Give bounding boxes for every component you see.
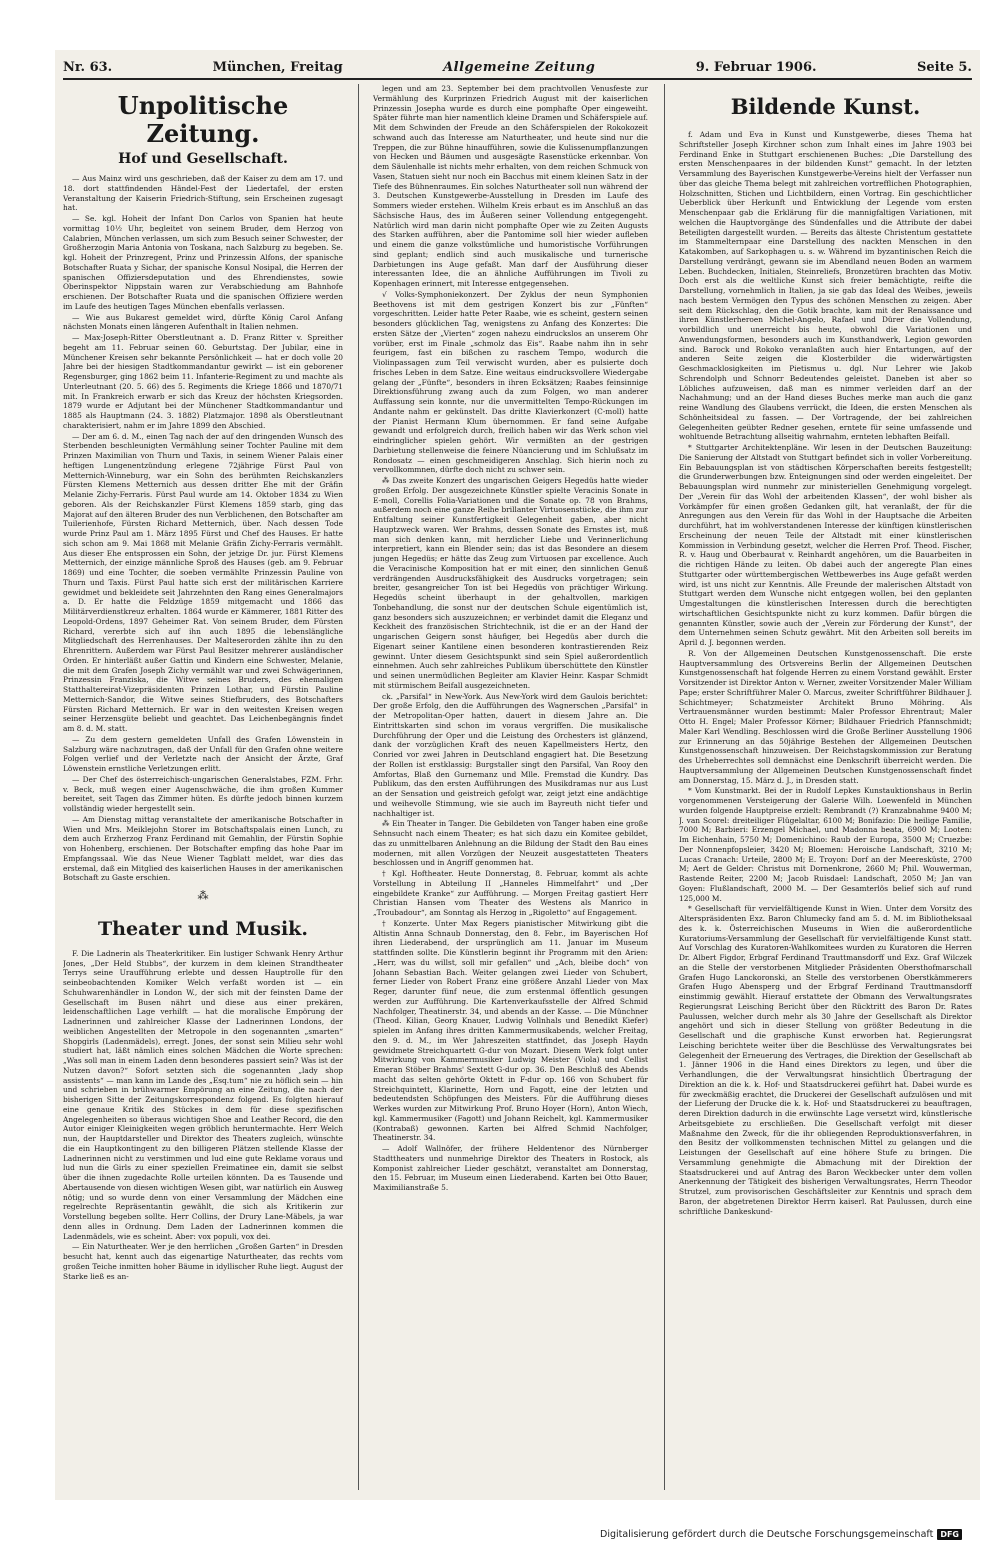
column-3 (679, 84, 972, 1490)
issue-date: 9. Februar 1906. (695, 59, 817, 75)
article-paragraph: √ Volks-Symphoniekonzert. Der Zyklus der neun Symphonien Beethovens ist mit dem gestrigen Konzert bis zur „Fünften“ vorgeschritten. Leider hatte Peter Raabe, wie es scheint, gestern seinen besonders glücklichen Tag, wenigstens zu Anfang des Konzertes: Die ersten Sätze der „Vierten“ zogen nahezu eindruckslos an unserem Ohr vorüber, erst im Finale „schmolz das Eis“. Raabe nahm ihn in sehr feurigem, fast ein bißchen zu raschem Tempo, wodurch die Violinpassagen zum Teil verwischt wurden, aber es pulsierte doch frisches Leben in dem Satze. Eine weitaus eindrucksvollere Wiedergabe gelang der „Fünfte“, besonders in ihren Ecksätzen; Raabes feinsinnige Direktionsführung zwang auch da zum Folgen, wo man anderer Auffassung sein konnte, nur die unvermittelten Tempo-Rückungen im Andante nahm er gekünstelt. Das dritte Klavierkonzert (C-moll) hatte der Pianist Hermann Klum übernommen. Er fand seine Aufgabe gewandt und erfolgreich durch, freilich haben wir das Werk schon viel eindringlicher spielen gehört. Wir vermißten an der gestrigen Darbietung stellenweise die feinere Nüancierung und im Schlußsatz im Rondosatz — einen geschmeidigeren Anschlag. Sich hierin noch zu vervollkommnen, dürfte doch nicht zu schwer sein. (373, 289, 648, 475)
column-divider (358, 84, 359, 1490)
article-paragraph: f. Adam und Eva in Kunst und Kunstgewerbe, dieses Thema hat Schriftsteller Joseph Kirchner schon zum Inhalt eines im Jahre 1903 bei Ferdinand Enke in Stuttgart erschienenen Buches: „Die Darstellung des ersten Menschenpaares in der bildenden Kunst“ gemacht. In der letzten Versammlung des Bayerischen Kunstgewerbe-Vereins hielt der Verfasser nun über das gleiche Thema belegt mit zahlreichen vortrefflichen Photographien, Holzschnitten, Stichen und Lichtbildern, einen Vortrag. Ein geschichtlicher Ueberblick über Herkunft und Entwicklung der Legende vom ersten Menschenpaar gab die Erklärung für die mannigfaltigen Variationen, mit welchen die Hauptvorgänge des Sündenfalles und die Attribute der dabei Beteiligten dargestellt wurden. — Bereits das älteste Christentum gestattete im Stammelternpaar eine Darstellung des nackten Menschen in den Katakomben, auf Sarkophagen u. s. w. Während im byzantinischen Reich die Darstellung verdrängt, gewann sie im Abendland neuen Boden an warmem Leben. Buchdecken, Initialen, Steinreliefs, Bronzetüren brachten das Motiv. Doch erst als die weltliche Kunst sich freier bemächtigte, reifte die Darstellung, vornehmlich in Italien, ja sie gab das Ideal des Weibes, jeweils nach bestem Vermögen den Typus des schönen Menschen zu zeigen. Aber seit dem Rückschlag, den die Gotik brachte, kam mit der Renaissance und ihren Künstlerheroen Michel-Angelo, Rafael und Dürer die Vollendung, vorbildlich und unerreicht bis heute, obwohl die Variationen und Anwendungsformen, besonders auch im Kunsthandwerk, Legion geworden sind. Barock und Rokoko veranlaßten auch hier Entartungen, auf der anderen Seite zeigen die Klosterbilder die widerwärtigsten Geschmacklosigkeiten im Pietismus u. dgl. Nur Lehrer wie Jakob Schrendolph und Schnorr Bedeutendes geleistet. Daneben ist aber so Löbliches aufzuweisen, daß man es nimmer verleiden darf an der Nachahmung; und an der Hand dieses Buches merke man auch die ganz reine Wandlung des Glaubens verrückt, die Ideen, die ersten Menschen als Schönheitsideal zu fassen. — Der Vortragende, der bei zahlreichen Gelegenheiten geübter Redner gesehen, erntete für seine umfassende und wohltuende Betrachtung allseitig wahrnahm, ernteten lebhaften Beifall. (679, 130, 972, 442)
newspaper-page (55, 50, 980, 1500)
article-paragraph: * Vom Kunstmarkt. Bei der in Rudolf Lepkes Kunstauktionshaus in Berlin vorgenommenen Versteigerung der Galerie Wilh. Loewenfeld in München wurden folgende Hauptpreise erzielt: Rembrandt (?) Kranzabnahme 9400 M; J. van Scorel: dreiteiliger Flügelaltar, 6100 M; Bonifazio: Die heilige Familie, 7000 M; Barbieri: Erzengel Michael, und Madonna beata, 6900 M; Looten: Im Eichenhain, 5750 M; Domenichino: Raub der Europa, 3500 M; Cruezbe: Der Nonnenpfopsleier, 3420 M; Bloemen: Heroische Landschaft, 3210 M; Lucas Cranach: Urteile, 2800 M; E. Troyon: Dorf an der Meeresküste, 2700 M; Aert de Gelder: Christus mit Dornenkrone, 2660 M; Phil. Wouwerman, Rastende Reiter, 2200 M; Jacob Ruisdael: Landschaft, 2050 M; Jan van Goyen: Flußlandschaft, 2000 M. — Der Gesamterlös belief sich auf rund 125,000 M. (679, 786, 972, 903)
asterism-ornament: ⁂ (197, 889, 209, 902)
article-paragraph: — Adolf Wallnöfer, der frühere Heldentenor des Nürnberger Stadttheaters und nunmehrige Direktor des Theaters in Rostock, als Komponist zahlreicher Lieder geschätzt, veranstaltet am Donnerstag, den 15. Februar, im Museum einen Liederabend. Karten bei Otto Bauer, Maximilianstraße 5. (373, 1144, 648, 1192)
article-paragraph: legen und am 23. September bei dem prachtvollen Venusfeste zur Vermählung des Kurprinzen Friedrich August mit der kaiserlichen Prinzessin Josepha wurde es durch eine pomphafte Oper eingeweiht. Später führte man hier namentlich kleine Dramen und Schäferspiele auf. Mit dem Schwinden der Freude an den Schäferspielen der Rokokozeit schwand auch das Interesse am Naturtheater, und heute sind nur die Treppen, die zur Bühne hinaufführen, sowie die Kulissenumpflanzungen von Hecken und Bäumen und ausgesägte Rasenstücke erkennbar. Von dem Säulenhalle ist nichts mehr erhalten, von dem reichen Schmuck von Vasen, Statuen sieht nur noch ein Bacchus mit einem kleinen Satz in der Tiefe des Bühnenraumes. Ein solches Naturtheater soll nun während der 3. Deutschen Kunstgewerbe-Ausstellung in Dresden im Laufe des Sommers wieder erstehen. Wilhelm Kreis erbaut es im Anschluß an das Sächsische Haus, des im Äußeren seiner Vollendung entgegengeht. Natürlich wird man darin nicht pomphafte Oper wie zu Zeiten Augusts des Starken aufführen, aber die Pantomime soll hier wieder aufleben und einem die ganze volkstümliche und humoristische Vorführungen sind geplant; endlich sind auch musikalische und turnerische Darbietungen ins Auge gefaßt. Man darf der Ausführung dieser interessanten Idee, die an ähnliche Aufführungen im Tivoli zu Kopenhagen erinnert, mit Interesse entgegensehen. (373, 84, 648, 288)
funding-note: Digitalisierung gefördert durch die Deutsche Forschungsgemeinschaft (600, 1528, 934, 1540)
page-number: Seite 5. (916, 59, 972, 75)
article-paragraph: ck. „Parsifal“ in New-York. Aus New-York wird dem Gaulois berichtet: Der große Erfolg, den die Aufführungen des Wagnerschen „Parsifal“ in der Metropolitan-Oper hatten, dauert in diesem Jahre an. Die Eintrittskarten sind schon im voraus vergriffen. Die musikalische Durchführung der Oper und die Leistung des Orchesters ist glänzend, dank der vorzüglichen Kraft des neuen Kapellmeisters Hertz, den Conried vor zwei Jahren in Deutschland engagiert hat. Die Besetzung der Rollen ist erstklassig: Burgstaller singt den Parsifal, Van Rooy den Amfortas, Blaß den Gurnemanz und Mlle. Fremstad die Kundry. Das Publikum, das den ersten Aufführungen des Musikdramas nur aus Lust an der Sensation und geistreich gefolgt war, zeigt jetzt eine andächtige und weihevolle Stimmung, wie sie auch im Bayreuth nicht tiefer und nachhaltiger ist. (373, 691, 648, 818)
issue-number: Nr. 63. (63, 59, 113, 75)
section-title: Unpolitische Zeitung. (117, 91, 289, 148)
article-paragraph: † Konzerte. Unter Max Regers pianistischer Mitwirkung gibt die Altistin Anna Schnaub Donnerstag, den 8. Febr., im Bayerischen Hof ihren Liederabend, der ursprünglich am 11. Januar im Museum stattfinden sollte. Die Künstlerin beginnt ihr Programm mit den Arien: „Herr, was du willst, soll mir gefallen“ und „Ach, bleibe doch“ von Johann Sebastian Bach. Weiter gelangen zwei Lieder von Schubert, ferner Lieder von Robert Franz eine größere Anzahl Lieder von Max Reger, darunter fünf neue, die zum erstenmal öffentlich gesungen werden zur Aufführung. Die Kartenverkaufsstelle der Alfred Schmid Nachfolger, Theatinerstr. 34, und abends an der Kasse. — Die Münchner (Theod. Kilian, Georg Knauer, Ludwig Vollnhals und Benedikt Kiefer) spielen im Anfang ihres dritten Kammermusikabends, welcher Freitag, den 9. d. M., im Wer Jahreszeiten stattfindet, das Joseph Haydn gewidmete Streichquartett G-dur von Mozart. Diesem Werk folgt unter Mitwirkung von Kammermusiker Ludwig Meister (Viola) und Cellist Emeran Stöber Brahms' Sextett G-dur op. 36. Den Beschluß des Abends macht das selten gehörte Oktett in F-dur op. 166 von Schubert für Streichquintett, Klarinette, Horn und Fagott, eine der letzten und bedeutendsten Schöpfungen des Meisters. Für die Aufführung dieses Werkes wurden zur Mitwirkung Prof. Bruno Hoyer (Horn), Anton Wiech, kgl. Kammermusiker (Fagott) und Johann Reichelt, kgl. Kammermusiker (Kontrabaß) gewonnen. Karten bei Alfred Schmid Nachfolger, Theatinerstr. 34. (373, 918, 648, 1143)
article-paragraph: — Wie aus Bukarest gemeldet wird, dürfte König Carol Anfang nächsten Monats einen längeren Aufenthalt in Italien nehmen. (63, 312, 343, 332)
article-paragraph: — Am Dienstag mittag veranstaltete der amerikanische Botschafter in Wien und Mrs. Meiklejohn Storer im Botschaftspalais einen Lunch, zu dem auch Erzherzog Franz Ferdinand mit Gemahlin, der Fürstin Sophie von Hohenberg, erschienen. Der Botschafter empfing das hohe Paar im Empfangssaal. Wie das Neue Wiener Tagblatt meldet, war dies das erstemal, daß ein Mitglied des kaiserlichen Hauses in der amerikanischen Botschaft zu Gaste erschien. (63, 814, 343, 883)
section-subtitle: Hof und Gesellschaft. (118, 151, 288, 167)
article-paragraph: R. Von der Allgemeinen Deutschen Kunstgenossenschaft. Die erste Hauptversammlung des Ortsvereins Berlin der Allgemeinen Deutschen Kunstgenossenschaft hat folgende Herren zu einem Vorstand gewählt. Erster Vorsitzender ist Direktor Anton v. Werner, zweiter Vorsitzender Maler William Pape; erster Schriftführer Maler O. Marcus, zweiter Schriftführer Bildhauer J. Schichtmeyer; Schatzmeister Architekt Bruno Möhring. Als Vertrauensmänner wurden bestimmt: Maler Professor Ehrentraut; Maler Otto H. Engel; Maler Professor Körner; Bildhauer Friedrich Pfannschmidt; Maler Karl Wendling. Beschlossen wird die Große Berliner Ausstellung 1906 zur Erinnerung an das 50jährige Bestehen der Allgemeinen Deutschen Kunstgenossenschaft hinzuweisen. Der Reichstagskommission zur Beratung des Urheberrechtes soll demnächst eine Denkschrift überreicht werden. Die Hauptversammlung der Allgemeinen Deutschen Kunstgenossenschaft findet am Donnerstag, 15. März d. J., in Dresden statt. (679, 648, 972, 785)
digitization-footer (600, 1527, 962, 1541)
article-paragraph: — Der Chef des österreichisch-ungarischen Generalstabes, FZM. Frhr. v. Beck, muß wegen einer Augenschwäche, die ihm großen Kummer bereitet, seit Tagen das Zimmer hüten. Es dürfte jedoch binnen kurzem vollständig wieder hergestellt sein. (63, 774, 343, 813)
article-paragraph: † Kgl. Hoftheater. Heute Donnerstag, 8. Februar, kommt als achte Vorstellung in Abteilung II „Hanneles Himmelfahrt“ und „Der eingebildete Kranke“ zur Aufführung. — Morgen Freitag gastiert Herr Christian Hansen vom Theater des Westens als Manrico in „Troubadour“, am Sonntag als Herzog in „Rigoletto“ auf Engagement. (373, 869, 648, 917)
masthead: Allgemeine Zeitung (443, 59, 596, 75)
page-header (63, 56, 972, 80)
article-paragraph: — Se. kgl. Hoheit der Infant Don Carlos von Spanien hat heute vormittag 10½ Uhr, begleitet von seinem Bruder, dem Herzog von Calabrien, München verlassen, um sich zum Besuch seiner Schwester, der Großherzogin Maria Antonia von Toskana, nach Salzburg zu begeben. Se. kgl. Hoheit der Prinzregent, Prinz und Prinzessin Alfons, der spanische Botschafter Ruata y Sichar, der spanische Konsul Nosipal, die Herren der spanischen Offiziersdeputation und des Ehrendienstes, sowie Oberinspektor Nippstain waren zur Verabschiedung am Bahnhofe erschienen. Der Botschafter Ruata und die spanischen Offiziere werden im Laufe des heutigen Tages München ebenfalls verlassen. (63, 214, 343, 311)
article-paragraph: — Zu dem gestern gemeldeten Unfall des Grafen Löwenstein in Salzburg wäre nachzutragen, daß der Unfall für den Grafen ohne weitere Folgen verlief und der Verletzte nach der Ansicht der Ärzte, Graf Löwenstein ernstliche Verletzungen erlitt. (63, 734, 343, 773)
dfg-logo: DFG (937, 1529, 962, 1540)
article-paragraph: — Ein Naturtheater. Wer je den herrlichen „Großen Garten“ in Dresden besucht hat, kennt auch das eigenartige Naturtheater, das rechts vom großen Teiche inmitten hoher Bäume in idyllischer Ruhe liegt. August der Starke ließ es an- (63, 1242, 343, 1281)
column-2 (373, 84, 648, 1490)
section-title: Theater und Musik. (98, 917, 308, 940)
article-paragraph: F. Die Ladnerin als Theaterkritiker. Ein lustiger Schwank Henry Arthur Jones, „Der Held Stubbs“, der kurzem in dem kleinen Strandtheater Terrys seine Uraufführung erlebte und dessen Hauptrolle für den seinbeobachtenden Komiker Welch verfaßt worden ist — ein Schuhwarenhändler in London W., der sich mit der feinsten Dame der Gesellschaft im Busen nährt und diese aus einer prekären, leidenschaftlichen Lage verhilft — hat die moralische Empörung der Ladnerinnen und zahlreicher Klasse der Ladnerinnen Londons, der weiblichen Angestellten der Metropole in den sogenannten „smarten“ Shopgirls (Ladenmädels), erregt. Jones, der sonst sein Milieu sehr wohl studiert hat, läßt nämlich eines solchen Mädchen die Worte sprechen: „Was soll man in einem Laden denn besonderes passiert sein? Was ist der Nutzen davon?“ Sofort setzten sich die sogenannten „lady shop assistents“ — man kann im Lande des „Esq.tum“ nie zu höflich sein — hin und schrieben in brühwarmer Empörung an eine Zeitung, die nach der bisherigen Sitte der Zeitungskorrespondenz folgend. Es folgten hierauf eine genaue Kritik des Stückes in dem für diese spezifischen Angelegenheiten so überaus wichtigen Shoe and Leather Record, die den Autor einiger Kleinigkeiten wegen gröblich heruntermachte. Herr Welch nun, der Hauptdarsteller und Direktor des Theaters zugleich, wünschte die ein Hauptkontingent zu den billigeren Plätzen stellende Klasse der Ladnerinnen nicht zu verstimmen und lud eine gute Reklame voraus und lud nun die Girls zu einer speziellen Freimatinee ein, damit sie selbst über die ihnen zugedachte Rolle urteilen könnten. Da es Tausende und Abertausende von diesen wichtigen Wesen gibt, war natürlich ein Ausweg nötig; und so wurde denn von einer Versammlung der Mädchen eine regelrechte Repräsentantin gewählt, die sich als Kritikerin zur Vorstellung begeben sollte. Herr Collins, der Drury Lane-Mäbels, ja war denn alles in Ordnung. Dem Laden der Ladnerinnen kommen die Ladenmädels, wie es scheint. Aber: vox populi, vox dei. (63, 948, 343, 1241)
column-1 (63, 84, 343, 1490)
article-paragraph: ⁂ Ein Theater in Tanger. Die Gebildeten von Tanger haben eine große Sehnsucht nach einem Theater; es hat sich dazu ein Komitee gebildet, das zu unmittelbaren Anlehnung an die Bildung der Stadt den Bau eines modernen, mit allen Vorzügen der Neuzeit ausgestatteten Theaters beschlossen und in Angriff genommen hat. (373, 819, 648, 868)
article-paragraph: * Gesellschaft für vervielfältigende Kunst in Wien. Unter dem Vorsitz des Alterspräsidenten Exz. Baron Chlumecky fand am 5. d. M. im Bibliotheksaal des k. k. Österreichischen Museums in Wien die außerordentliche Kuratoriums-Versammlung der Gesellschaft für vervielfältigende Kunst statt. Auf Vorschlag des Kuratoren-Wahlkomitees wurden zu Kuratoren die Herren Dr. Albert Figdor, Erbgraf Ferdinand Trauttmansdorff und Exz. Graf Wilczek an die Stelle der verstorbenen Mitglieder Präsidenten Obersthofmarschall Grafen Hugo Lanckoronski, an Stelle des verstorbenen Oberstkämmerers Grafen Hugo Abensperg und der Erbgraf Ferdinand Trauttmansdorff einstimmig gewählt. Hierauf erstattete der Obmann des Verwaltungsrates Regierungsrat Leisching Bericht über den Rücktritt des Baron Dr. Rates Paulussen, welcher durch mehr als 30 Jahre der Gesellschaft als Direktor angehört und sich in dieser Stellung von größter Bedeutung in die Gesellschaft und die graphische Kunst erworben hat. Regierungsrat Leisching berichtete weiter über die Beschlüsse des Verwaltungsrates bei Gelegenheit der Erneuerung des Vertrages, die Direktion der Gesellschaft ab 1. Jänner 1906 in die Hand eines Direktors zu legen, und über die Verhandlungen, die der Verwaltungsrat hinsichtlich Übertragung der Direktion an die k. k. Hof- und Staatsdruckerei geführt hat. Dabei wurde es für zweckmäßig erachtet, die Druckerei der Gesellschaft aufzulösen und mit der Lieferung der Drucke die k. k. Hof- und Staatsdruckerei zu beauftragen, deren Direktion dadurch in die erwünschte Lage versetzt wird, künstlerische Arbeitsgebiete zu erschließen. Die Gesellschaft verfolgt mit dieser Maßnahme den Zweck, für die ihr obliegenden Reproduktionsverfahren, in den Besitz der vollkommensten technischen Mittel zu gelangen und die Leistungen der Gesellschaft auf eine höhere Stufe zu bringen. Die Versammlung genehmigte die Abmachung mit der Direktion der Staatsdruckerei und auf Antrag des Baron Weckbecker unter dem vollen Anerkennung der Tätigkeit des bisherigen Verwaltungsrates, Herrn Theodor Strutzel, zum provisorischen Geschäftsleiter zur Kenntnis und sprach dem Baron, der abgetretenen Direktor Herrn kaiserl. Rat Paulussen, durch eine schriftliche Dankeskund- (679, 904, 972, 1216)
place-date: München, Freitag (212, 59, 343, 75)
article-paragraph: — Max-Joseph-Ritter Oberstleutnant a. D. Franz Ritter v. Spreither begeht am 11. Februar seinen 60. Geburtstag. Der Jubilar, eine in Münchener Kreisen sehr bekannte Persönlichkeit — hat er doch volle 20 Jahre bei der hiesigen Stadtkommandantur gewirkt — ist ein geborener Regensburger, ging 1862 beim 11. Infanterie-Regiment zu und machte als Unterleutnant (20. 5. 66) des 5. Regiments die Kriege 1866 und 1870/71 mit. In Frankreich erwarb er sich das Kreuz der höchsten Kriegsorden. 1879 wurde er Adjutant bei der Münchener Stadtkommandantur und 1885 als Hauptmann (24. 3. 1882) Platzmajor. 1898 als Oberstleutnant charakterisiert, nahm er im Jahre 1899 den Abschied. (63, 333, 343, 430)
section-title: Bildende Kunst. (730, 94, 921, 119)
column-divider (664, 84, 665, 1490)
article-paragraph: — Aus Mainz wird uns geschrieben, daß der Kaiser zu dem am 17. und 18. dort stattfindenden Händel-Fest der Liedertafel, der ersten Veranstaltung der Kaiserin Friedrich-Stiftung, sein Erscheinen zugesagt hat. (63, 174, 343, 213)
article-paragraph: ⁂ Das zweite Konzert des ungarischen Geigers Hegedüs hatte wieder großen Erfolg. Der ausgezeichnete Künstler spielte Veracinis Sonate in E-moll, Corellis Folia-Variationen und die Sonate op. 78 von Brahms, außerdem noch eine ganze Reihe brillanter Virtuosenstücke, die ihm zur Entfaltung seiner Kunstfertigkeit Gelegenheit gaben, aber nicht Hauptzweck waren. Wer Brahms, dessen Sonate des Ernstes ist, muß man sich denken kann, mit herzlicher Liebe und Verinnerlichung interpretiert, kann ein Blender sein; das ist das Besondere an diesem jungen Hegedüs; er hätte das Zeug zum Virtuosen par excellence. Auch die Veracinische Komposition hat er mit einer, den sinnlichen Genuß verdrängenden Ausdrucksfähigkeit des Ausdrucks vorgetragen; sein breiter, gesangreicher Ton ist bei Hegedüs von prächtiger Wirkung. Hegedüs scheint überhaupt in der gehaltvollen, markigen Tonbehandlung, die sonst nur der deutschen Schule eigentümlich ist, ganz besonders sich auszuzeichnen; er verbindet damit die Eleganz und Keckheit des französischen Strichtechnik, ist die er an der Hand der ungarischen Geigern sonst häufiger, bei Hegedüs aber durch die Eigenart seiner Kantilene einen besonderen kontrastierenden Reiz gewinnt. Unter diesem Gesichtspunkt sind sein Spiel außerordentlich einnehmen. Auch sehr zahlreiches Publikum überschüttete den Künstler und seinen unermüdlichen Begleiter am Klavier Heinr. Kaspar Schmidt mit stürmischem Beifall ausgezeichneten. (373, 476, 648, 690)
article-paragraph: * Stuttgarter Architektenpläne. Wir lesen in der Deutschen Bauzeitung: Die Sanierung der Altstadt von Stuttgart befindet sich in voller Vorbereitung. Ein Bebauungsplan ist von städtischen Körperschaften bereits festgestellt; die Grunderwerbungen bzw. Enteignungen sind oder werden eingeleitet. Der Bebauungsplan wird nunmehr zur ministeriellen Genehmigung vorgelegt. Der „Verein für das Wohl der arbeitenden Klassen“, der wohl bisher als Vorkämpfer für einen großen Gedanken gilt, hat veranlaßt, der für die Anregungen aus den Verein für das Wohl in der Hauptsache die Arbeiten durchführt, hat im wohlverstandenen Interesse der künftigen künstlerischen Erscheinung der neuen Teile der Altstadt mit einer künstlerischen Kommission in Verbindung gesetzt, welcher die Herren Prof. Theod. Fischer, R. v. Haug und Oberbaurat v. Reinhardt angehören, um die Bauarbeiten in die richtigen Hände zu leiten. Ob dabei auch der angeregte Plan eines Stuttgarter oder württembergischen Wettbewerbes ins Auge gefaßt werden wird, ist uns nicht zur Kenntnis. Alle Freunde der malerischen Altstadt von Stuttgart werden dem Wunsche nicht entgegen wollen, bei den geplanten Umgestaltungen die künstlerischen Interessen durch die berechtigten wirtschaftlichen Gesichtspunkte nicht zu kurz kommen. Dafür bürgen die genannten Künstler, sowie auch der „Verein zur Förderung der Kunst“, der dem Unternehmen seinen Schutz gewährt. Mit den Arbeiten soll bereits im April d. J. begonnen werden. (679, 443, 972, 647)
article-paragraph: — Der am 6. d. M., einen Tag nach der auf den dringenden Wunsch des Sterbenden beschleunigten Vermählung seiner Tochter Pauline mit dem Prinzen Maximilian von Thurn und Taxis, in seinem Wiener Palais einer heftigen Lungenentzündung erlegene 72jährige Fürst Paul von Metternich-Winneburg, war ein Sohn des berühmten Reichskanzlers Fürsten Klemens Metternich aus dessen dritter Ehe mit der Gräfin Melanie Zichy-Ferraris. Fürst Paul wurde am 14. Oktober 1834 zu Wien geboren. Als der Reichskanzler Fürst Klemens 1859 starb, ging das Majorat auf den älteren Bruder des nun Verblichenen, den Botschafter am Tuilerienhofe, Fürsten Richard Metternich, über. Nach dessen Tode wurde Prinz Paul am 1. März 1895 Fürst und Chef des Hauses. Er hatte sich schon am 9. Mai 1868 mit Melanie Gräfin Zichy-Ferraris vermählt. Aus dieser Ehe entsprossen ein Sohn, der jetzige Dr. jur. Fürst Klemens Metternich, der einzige männliche Sproß des Hauses (geb. am 9. Februar 1869) und eine Tochter, die soeben vermählte Prinzessin Pauline von Thurn und Taxis. Fürst Paul hatte sich erst der militärischen Karriere gewidmet und bekleidete seit Jahrzehnten den Rang eines Generalmajors a. D. Er hatte die Feldzüge 1859 mitgemacht und 1866 das Militärverdienstkreuz erhalten. 1864 wurde er Kämmerer, 1881 Ritter des Leopold-Ordens, 1897 Geheimer Rat. Von seinem Bruder, dem Fürsten Richard, vererbte sich auf ihn auch 1895 die lebenslängliche Mitgliedschaft des Herrenhauses. Der Malteserorden zählte ihn zu den Ehrenrittern. Außerdem war Fürst Paul Besitzer mehrerer ausländischer Orden. Er hinterläßt außer Gattin und Kindern eine Schwester, Melanie, die mit dem Grafen Joseph Zichy vermählt war und zwei Schwägerinnen, Prinzessin Franziska, die Witwe seines Bruders, des ehemaligen Statthaltereirat-Vizepräsidenten Prinzen Lothar, und Fürstin Pauline Metternich-Sandor, die Witwe seines Stiefbruders, des Botschafters Fürsten Richard Metternich. Er war in den weitesten Kreisen wegen seiner Herzensgüte beliebt und geachtet. Das Leichenbegängnis findet am 8. d. M. statt. (63, 431, 343, 733)
